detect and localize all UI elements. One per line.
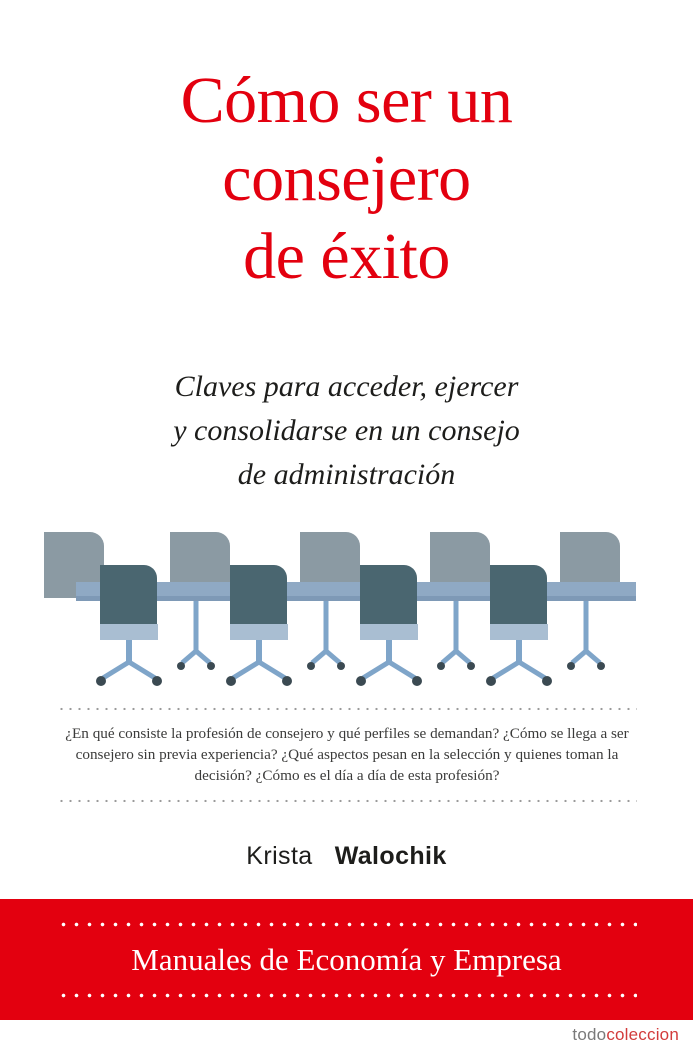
blurb-text: ¿En qué consiste la profesión de consejero y qué perfiles se demandan? ¿Cómo se llega a ser consejero sin previa experiencia? ¿Qué aspectos pesan en la selección y quienes toman la decisión? ¿Cómo es el día a día de esta profesión? [65,725,629,784]
series-band [0,899,693,1020]
dotted-rule-bottom [57,798,637,802]
watermark-suffix: coleccion [606,1025,679,1044]
band-dotted-rule-bottom [57,993,637,998]
author-last-name: Walochik [334,842,447,870]
watermark [572,1025,679,1045]
title-line-3: de éxito [243,220,450,293]
subtitle-line-2: y consolidarse en un consejo [173,414,520,447]
band-dotted-rule-top [57,922,637,927]
subtitle [0,365,693,497]
author-first-name: Krista [246,842,313,870]
subtitle-line-1: Claves para acceder, ejercer [174,370,519,403]
row-of-conference-chairs-illustration [0,520,693,700]
title-line-1: Cómo ser un [180,64,513,137]
page-title [0,62,693,296]
series-title: Manuales de Economía y Empresa [131,942,562,977]
title-line-2: consejero [222,142,471,215]
chairs-icon [0,520,693,700]
subtitle-line-3: de administración [237,458,456,491]
blurb-block [57,706,637,802]
author-name [0,842,693,871]
watermark-prefix: todo [572,1025,607,1044]
